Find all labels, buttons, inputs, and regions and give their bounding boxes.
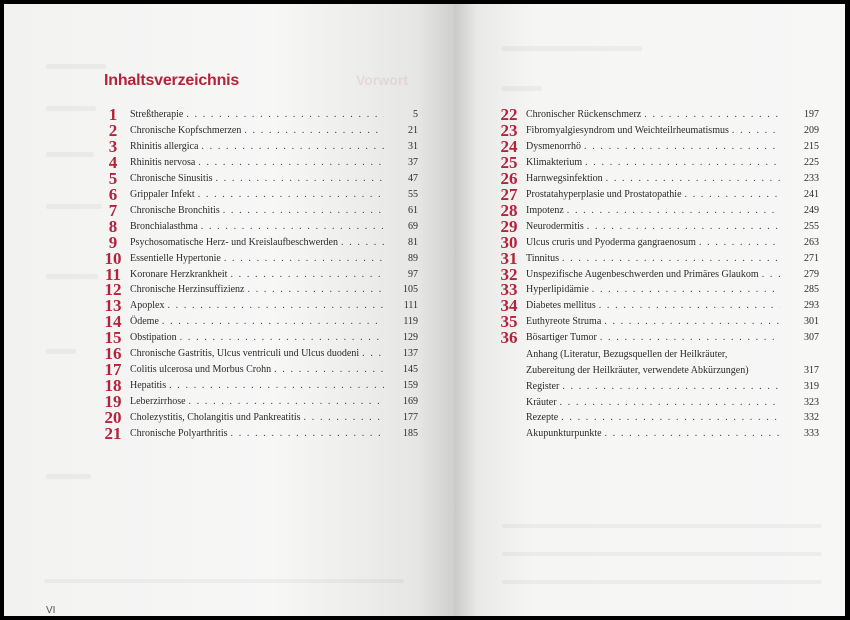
page-number-ref: 129 [403, 332, 418, 344]
chapter-number: 27 [500, 184, 518, 204]
toc-title-wrap [526, 235, 780, 251]
chapter-number: 35 [500, 312, 518, 332]
dot-leader [162, 314, 384, 330]
chapter-number: 3 [108, 136, 118, 156]
toc-title-wrap [526, 123, 780, 139]
toc-entry [101, 330, 431, 346]
chapter-title: Bronchialasthma [130, 220, 198, 232]
chapter-number: 1 [108, 105, 118, 124]
chapter-number: 16 [104, 344, 122, 364]
chapter-number: 36 [500, 328, 518, 348]
toc-title-wrap [130, 330, 384, 346]
toc-entry [497, 152, 827, 172]
dot-leader [562, 379, 780, 395]
chapter-title: Hepatitis [130, 380, 167, 392]
toc-title-wrap [526, 139, 780, 155]
toc-entry [497, 379, 827, 395]
dot-leader [600, 330, 780, 346]
chapter-title: Hyperlipidämie [526, 284, 589, 296]
toc-title-wrap [130, 251, 384, 267]
chapter-title: Diabetes mellitus [526, 300, 596, 312]
chapter-title: Neurodermitis [526, 220, 584, 232]
chapter-number: 32 [500, 264, 518, 284]
chapter-number: 5 [108, 168, 118, 188]
chapter-title: Dysmenorrhö [526, 140, 581, 152]
chapter-number: 31 [500, 248, 518, 268]
toc-entry [497, 282, 827, 298]
appendix-line-1: Anhang (Literatur, Bezugsquellen der Heilkräuter, [526, 349, 728, 360]
chapter-title: Chronische Herzinsuffizienz [130, 284, 245, 296]
dot-leader [341, 235, 384, 251]
dot-leader [562, 251, 780, 267]
dot-leader [592, 282, 780, 298]
chapter-number: 19 [104, 392, 122, 412]
toc-title-wrap [526, 107, 780, 123]
chapter-number: 21 [104, 424, 122, 443]
show-through [46, 274, 98, 279]
toc-entry [101, 168, 431, 188]
page-number-ref: 332 [804, 412, 819, 423]
page-number-ref: 55 [408, 188, 418, 200]
chapter-title: Chronische Polyarthritis [130, 428, 228, 439]
toc-entry [101, 200, 431, 220]
toc-title-wrap [526, 267, 780, 283]
page-number-ref: 61 [408, 204, 418, 216]
dot-leader [224, 251, 384, 267]
show-through [502, 46, 642, 51]
backmatter-title: Register [526, 381, 560, 392]
show-through-heading: Vorwort [356, 72, 408, 88]
toc-entry [497, 168, 827, 188]
page-number-ref: 249 [804, 204, 819, 216]
toc-right-column [497, 107, 832, 437]
toc-entry [101, 264, 431, 284]
dot-leader [198, 187, 384, 203]
chapter-number: 22 [500, 105, 518, 124]
dot-leader [201, 219, 384, 235]
toc-entry [497, 248, 827, 268]
page-number-ref: 81 [408, 236, 418, 248]
chapter-title: Chronische Sinusitis [130, 172, 213, 184]
dot-leader [762, 267, 780, 283]
toc-left-column [101, 107, 431, 447]
chapter-title: Euthyreote Struma [526, 316, 602, 328]
page-number-ref: 105 [403, 284, 418, 296]
page-number-ref: 307 [804, 332, 819, 344]
page-number-ref: 323 [804, 396, 819, 408]
chapter-number: 34 [500, 296, 518, 316]
toc-entry [101, 120, 431, 140]
toc-title-wrap [130, 219, 384, 235]
backmatter-title: Rezepte [526, 412, 559, 423]
toc-entry [101, 107, 431, 123]
appendix-page: 317 [804, 365, 819, 376]
toc-title-wrap [526, 426, 780, 442]
show-through [46, 152, 94, 157]
chapter-number: 24 [500, 136, 518, 156]
toc-title-wrap [130, 267, 384, 283]
toc-title-wrap [130, 346, 384, 362]
chapter-title: Chronische Bronchitis [130, 204, 220, 216]
toc-title-wrap [130, 139, 384, 155]
toc-title-wrap [130, 410, 384, 426]
toc-entry [497, 107, 827, 123]
chapter-title: Bösartiger Tumor [526, 332, 597, 344]
right-page [454, 4, 845, 616]
chapter-title: Chronische Gastritis, Ulcus ventriculi und Ulcus duodeni [130, 348, 360, 360]
page-number-ref: 241 [804, 188, 819, 200]
dot-leader [644, 107, 780, 123]
dot-leader [201, 139, 384, 155]
dot-leader [189, 394, 384, 410]
page-number-ref: 271 [804, 252, 819, 264]
toc-title-wrap [130, 378, 384, 394]
chapter-number: 7 [108, 200, 118, 220]
dot-leader [605, 426, 780, 442]
chapter-number: 33 [500, 280, 518, 300]
page-number-ref: 69 [408, 220, 418, 232]
backmatter-title: Kräuter [526, 396, 557, 408]
toc-title-wrap [130, 235, 384, 251]
dot-leader [248, 282, 385, 298]
toc-title-wrap [526, 203, 780, 219]
page-number-ref: 145 [403, 364, 418, 376]
page-number-ref: 215 [804, 140, 819, 152]
chapter-title: Klimakterium [526, 156, 583, 168]
show-through [46, 349, 76, 354]
chapter-title: Rhinitis nervosa [130, 156, 196, 168]
toc-entry [101, 232, 431, 252]
page-number-ref: 177 [403, 412, 418, 424]
chapter-number: 28 [500, 200, 518, 220]
chapter-number: 14 [104, 312, 122, 332]
chapter-title: Apoplex [130, 300, 165, 312]
dot-leader [244, 123, 384, 139]
dot-leader [198, 155, 384, 171]
toc-entry [101, 152, 431, 172]
toc-title-wrap [526, 171, 780, 187]
toc-title-wrap [526, 298, 780, 314]
toc-entry [497, 216, 827, 236]
toc-entry [101, 314, 431, 330]
dot-leader [230, 267, 384, 283]
toc-entry [497, 410, 827, 426]
page-number-ref: 263 [804, 236, 819, 248]
toc-entry [497, 264, 827, 284]
toc-entry [497, 200, 827, 220]
chapter-number: 2 [108, 120, 118, 140]
dot-leader [587, 219, 780, 235]
page-number-ref: 197 [804, 109, 819, 120]
toc-entry [101, 410, 431, 426]
chapter-title: Essentielle Hypertonie [130, 252, 221, 264]
dot-leader [606, 171, 780, 187]
page-number-ref: 319 [804, 381, 819, 392]
toc-entry [101, 378, 431, 394]
chapter-title: Grippaler Infekt [130, 188, 195, 200]
chapter-number: 10 [104, 248, 122, 268]
dot-leader [180, 330, 384, 346]
chapter-title: Cholezystitis, Cholangitis und Pankreatitis [130, 412, 301, 424]
chapter-number: 6 [108, 184, 118, 204]
dot-leader [560, 395, 780, 411]
page-number-ref: 159 [403, 380, 418, 392]
dot-leader [167, 298, 384, 314]
dot-leader [567, 203, 780, 219]
toc-title-wrap [526, 330, 780, 346]
page-number-ref: 169 [403, 396, 418, 408]
toc-title-wrap [130, 298, 384, 314]
toc-entry [101, 136, 431, 156]
dot-leader [362, 346, 384, 362]
page-number: VI [46, 605, 56, 616]
toc-title-wrap [526, 395, 780, 411]
toc-title-wrap [130, 171, 384, 187]
toc-title-wrap [130, 362, 384, 378]
dot-leader [231, 426, 385, 442]
page-number-ref: 225 [804, 156, 819, 168]
chapter-title: Fibromyalgiesyndrom und Weichteilrheumatismus [526, 124, 729, 136]
page-number-ref: 279 [804, 268, 819, 280]
chapter-title: Leberzirrhose [130, 396, 186, 408]
toc-entry [101, 282, 431, 298]
show-through [46, 64, 106, 69]
appendix-page-row [497, 363, 822, 379]
page-number-ref: 37 [408, 156, 418, 168]
chapter-number: 26 [500, 168, 518, 188]
page-number-ref: 185 [403, 428, 418, 439]
toc-title-wrap [526, 282, 780, 298]
toc-entry [101, 426, 431, 442]
page-number-ref: 47 [408, 172, 418, 184]
chapter-number: 15 [104, 328, 122, 348]
toc-entry [497, 395, 827, 411]
dot-leader [685, 187, 780, 203]
dot-leader [732, 123, 780, 139]
toc-entry [101, 216, 431, 236]
show-through [44, 579, 404, 583]
toc-title-wrap [130, 282, 384, 298]
dot-leader [604, 314, 780, 330]
chapter-number: 29 [500, 216, 518, 236]
appendix-line-2: Zubereitung der Heilkräuter, verwendete Abkürzungen) [526, 365, 749, 376]
toc-entry [497, 184, 827, 204]
chapter-number: 18 [104, 376, 122, 396]
toc-entry [497, 298, 827, 314]
toc-title-wrap [526, 251, 780, 267]
show-through [502, 552, 822, 556]
chapter-title: Koronare Herzkrankheit [130, 268, 228, 280]
page-number-ref: 119 [403, 316, 418, 328]
toc-entry [101, 298, 431, 314]
page-number-ref: 333 [804, 427, 819, 439]
toc-entry [497, 314, 827, 330]
toc-title-wrap [526, 410, 780, 426]
toc-title-wrap [130, 187, 384, 203]
backmatter-title: Akupunkturpunkte [526, 427, 602, 439]
dot-leader [584, 139, 780, 155]
toc-title-wrap [526, 379, 780, 395]
chapter-number: 9 [108, 232, 118, 252]
show-through [502, 524, 822, 528]
chapter-number: 11 [104, 264, 122, 284]
dot-leader [561, 410, 780, 426]
page-number-ref: 21 [408, 124, 418, 136]
toc-title-wrap [526, 187, 780, 203]
toc-entry [497, 330, 827, 346]
dot-leader [169, 378, 384, 394]
dot-leader [699, 235, 780, 251]
chapter-title: Psychosomatische Herz- und Kreislaufbeschwerden [130, 236, 338, 248]
page-number-ref: 5 [413, 109, 418, 120]
page-number-ref: 285 [804, 284, 819, 296]
chapter-title: Chronischer Rückenschmerz [526, 109, 642, 120]
chapter-number: 12 [104, 280, 122, 300]
toc-title-wrap [130, 123, 384, 139]
toc-entry [497, 120, 827, 140]
dot-leader [274, 362, 384, 378]
page-number-ref: 31 [408, 140, 418, 152]
page-number-ref: 233 [804, 172, 819, 184]
show-through [502, 86, 542, 91]
page-number-ref: 97 [408, 268, 418, 280]
chapter-title: Colitis ulcerosa und Morbus Crohn [130, 364, 272, 376]
toc-entry [497, 136, 827, 156]
chapter-title: Impotenz [526, 204, 564, 216]
page-number-ref: 255 [804, 220, 819, 232]
dot-leader [585, 155, 780, 171]
toc-entry [101, 184, 431, 204]
left-page [4, 4, 454, 616]
chapter-number: 13 [104, 296, 122, 316]
toc-title-wrap [526, 155, 780, 171]
show-through [502, 580, 822, 584]
chapter-title: Unspezifische Augenbeschwerden und Primäres Glaukom [526, 268, 759, 280]
show-through [46, 106, 96, 111]
chapter-number: 23 [500, 120, 518, 140]
toc-title-wrap [526, 219, 780, 235]
toc-title-wrap [130, 394, 384, 410]
toc-entry [101, 248, 431, 268]
chapter-number: 30 [500, 232, 518, 252]
toc-title-wrap [130, 426, 384, 442]
dot-leader [304, 410, 384, 426]
chapter-number: 20 [104, 408, 122, 428]
chapter-title: Prostatahyperplasie und Prostatopathie [526, 188, 682, 200]
dot-leader [216, 171, 384, 187]
dot-leader [599, 298, 780, 314]
toc-title-wrap [130, 314, 384, 330]
page-number-ref: 89 [408, 252, 418, 264]
page-number-ref: 293 [804, 300, 819, 312]
page-number-ref: 111 [403, 300, 418, 312]
chapter-title: Rhinitis allergica [130, 140, 199, 152]
chapter-number: 8 [108, 216, 118, 236]
chapter-title: Obstipation [130, 332, 177, 344]
dot-leader [223, 203, 384, 219]
chapter-number: 17 [104, 360, 122, 380]
chapter-title: Streßtherapie [130, 109, 184, 120]
chapter-title: Harnwegsinfektion [526, 172, 603, 184]
toc-title-wrap [526, 314, 780, 330]
show-through [46, 204, 102, 209]
toc-entry [497, 426, 827, 442]
toc-title-wrap [130, 107, 384, 123]
page-title: Inhaltsverzeichnis [104, 72, 240, 89]
toc-entry [497, 232, 827, 252]
chapter-title: Ulcus cruris und Pyoderma gangraenosum [526, 236, 696, 248]
page-number-ref: 209 [804, 124, 819, 136]
toc-entry [101, 362, 431, 378]
toc-title-wrap [130, 155, 384, 171]
chapter-number: 25 [500, 152, 518, 172]
toc-title-wrap [130, 203, 384, 219]
toc-entry [101, 394, 431, 410]
chapter-title: Ödeme [130, 316, 159, 328]
page-number-ref: 301 [804, 316, 819, 328]
chapter-title: Chronische Kopfschmerzen [130, 124, 242, 136]
show-through [46, 474, 91, 479]
chapter-number: 4 [108, 152, 118, 172]
chapter-title: Tinnitus [526, 252, 559, 264]
toc-entry [101, 346, 431, 362]
dot-leader [186, 107, 384, 123]
page-number-ref: 137 [403, 348, 418, 360]
